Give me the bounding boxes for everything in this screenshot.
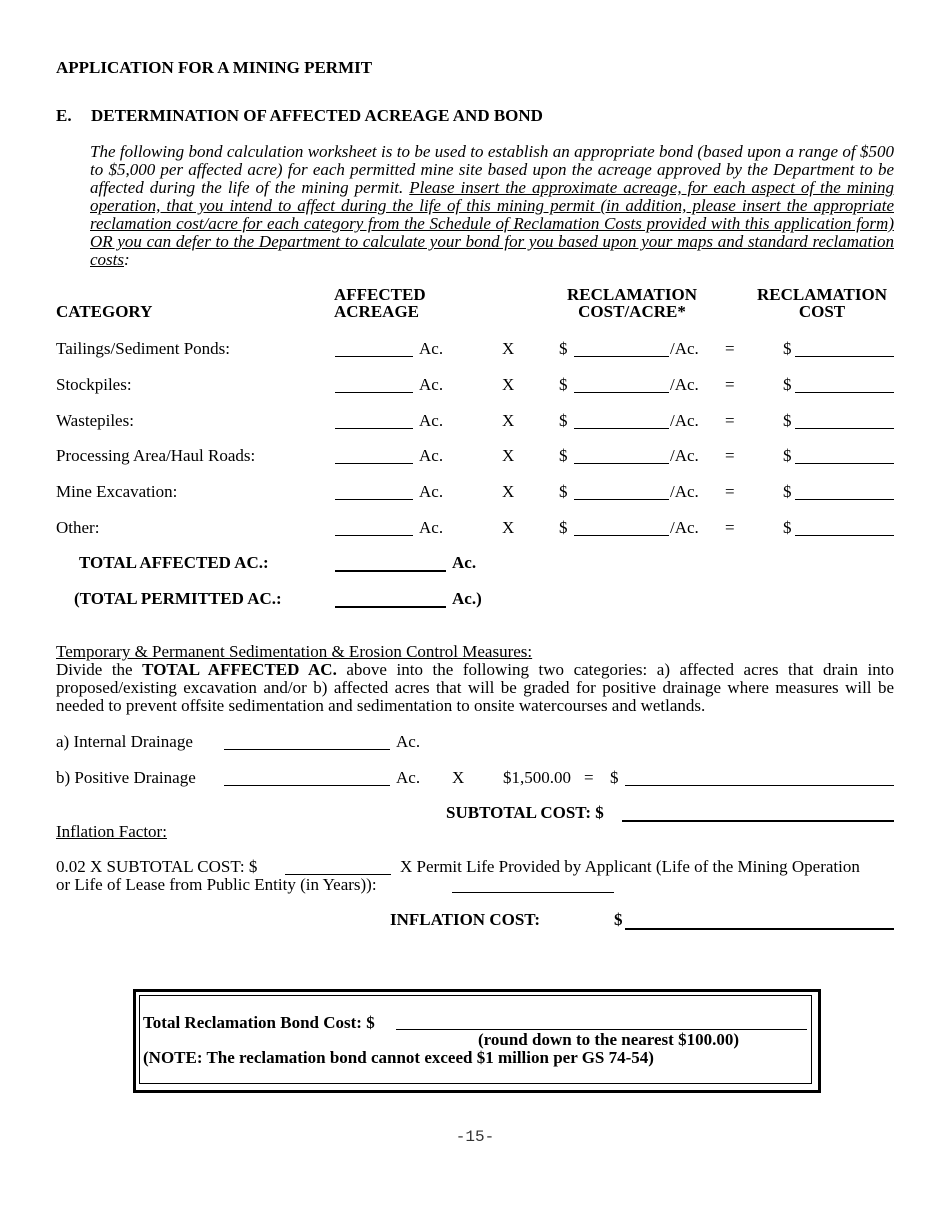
stockpiles-ac-unit: Ac. [419,375,444,394]
wastepiles-acreage-field[interactable] [335,428,413,429]
wastepiles-dollar: $ [559,411,568,430]
tailings-acreage-field[interactable] [335,356,413,357]
tailings-dollar: $ [559,339,568,358]
row-label-stockpiles: Stockpiles: [56,375,132,394]
stockpiles-equals: = [725,375,735,394]
stockpiles-cost-per-acre-field[interactable] [574,392,669,393]
processing-cost-dollar: $ [783,446,792,465]
intro-end: : [124,250,130,269]
internal-drainage-unit: Ac. [396,732,421,751]
erosion-heading: Temporary & Permanent Sedimentation & Erosion Control Measures: [56,642,533,661]
tailings-per-ac: /Ac. [670,339,699,358]
internal-drainage-label: a) Internal Drainage [56,732,193,751]
other-acreage-field[interactable] [335,535,413,536]
other-dollar: $ [559,518,568,537]
row-label-wastepiles: Wastepiles: [56,411,134,430]
inflation-cost-label: INFLATION COST: [390,910,541,929]
permit-life-years-field[interactable] [452,892,614,893]
wastepiles-cost-per-acre-field[interactable] [574,428,669,429]
total-affected-label: TOTAL AFFECTED AC.: [79,553,269,572]
row-label-mine-excavation: Mine Excavation: [56,482,178,501]
excavation-acreage-field[interactable] [335,499,413,500]
row-label-processing-area: Processing Area/Haul Roads: [56,446,256,465]
inflation-heading: Inflation Factor: [56,822,167,841]
other-ac-unit: Ac. [419,518,444,537]
inflation-line1-a: 0.02 X SUBTOTAL COST: $ [56,857,258,876]
total-permitted-unit: Ac.) [452,589,482,608]
processing-dollar: $ [559,446,568,465]
header-reclamation-cost-2: COST [798,302,846,321]
tailings-cost-field[interactable] [795,356,894,357]
total-affected-unit: Ac. [452,553,477,572]
excavation-times: X [502,482,515,501]
inflation-line1-b: X Permit Life Provided by Applicant (Life of the Mining Operation [400,857,860,876]
intro-instructions: Please insert the approximate acreage, for each aspect of the mining operation, that you intend to affect during the life of this mining permit (in addition, please insert the appropriate reclamation cost/acre for each category from the Schedule of Reclamation Costs provided with this application form) OR you can defer to the Department to calculate your bond for you based upon your maps and standard reclamation costs [90,178,894,269]
erosion-text-a: Divide the [56,660,143,679]
erosion-text-bold: TOTAL AFFECTED AC. [142,660,337,679]
bond-note: (NOTE: The reclamation bond cannot exceed $1 million per GS 74-54) [143,1048,654,1067]
row-label-other: Other: [56,518,100,537]
erosion-paragraph [56,661,894,715]
subtotal-label: SUBTOTAL COST: $ [446,803,604,822]
positive-drainage-cost-field[interactable] [625,785,894,786]
header-reclamation-cost-acre-1: RECLAMATION [566,285,698,304]
total-affected-field[interactable] [335,570,446,572]
stockpiles-cost-dollar: $ [783,375,792,394]
processing-equals: = [725,446,735,465]
intro-paragraph [90,143,894,269]
excavation-equals: = [725,482,735,501]
positive-drainage-field[interactable] [224,785,390,786]
processing-per-ac: /Ac. [670,446,699,465]
positive-drainage-unit: Ac. [396,768,421,787]
other-per-ac: /Ac. [670,518,699,537]
positive-drainage-times: X [452,768,465,787]
processing-cost-field[interactable] [795,463,894,464]
erosion-text-b: above into the following two categories: a) affected acres that drain into proposed/existing excavation and/or b) affected acres that will be graded for positive drainage where measures will be needed to prevent offsite sedimentation and sedimentation to onsite watercourses and wetlands. [56,660,894,715]
positive-drainage-rate: $1,500.00 [503,768,571,787]
subtotal-field[interactable] [622,820,894,822]
stockpiles-acreage-field[interactable] [335,392,413,393]
section-title: DETERMINATION OF AFFECTED ACREAGE AND BOND [91,106,543,125]
tailings-equals: = [725,339,735,358]
bond-total-label: Total Reclamation Bond Cost: $ [143,1013,375,1032]
excavation-dollar: $ [559,482,568,501]
inflation-line2: or Life of Lease from Public Entity (in Years)): [56,875,377,894]
section-letter: E. [56,106,72,125]
other-cost-dollar: $ [783,518,792,537]
positive-drainage-label: b) Positive Drainage [56,768,196,787]
header-reclamation-cost-acre-2: COST/ACRE* [578,302,686,321]
other-equals: = [725,518,735,537]
page-title: APPLICATION FOR A MINING PERMIT [56,58,373,77]
tailings-ac-unit: Ac. [419,339,444,358]
row-label-tailings: Tailings/Sediment Ponds: [56,339,231,358]
stockpiles-dollar: $ [559,375,568,394]
header-reclamation-cost-1: RECLAMATION [756,285,888,304]
tailings-cost-per-acre-field[interactable] [574,356,669,357]
internal-drainage-field[interactable] [224,749,390,750]
wastepiles-cost-dollar: $ [783,411,792,430]
positive-drainage-dollar: $ [610,768,619,787]
tailings-times: X [502,339,515,358]
stockpiles-cost-field[interactable] [795,392,894,393]
positive-drainage-equals: = [584,768,594,787]
excavation-ac-unit: Ac. [419,482,444,501]
page-number: -15- [455,1128,495,1146]
excavation-per-ac: /Ac. [670,482,699,501]
total-permitted-label: (TOTAL PERMITTED AC.: [74,589,282,608]
processing-cost-per-acre-field[interactable] [574,463,669,464]
bond-round-note: (round down to the nearest $100.00) [478,1030,739,1049]
total-permitted-field[interactable] [335,606,446,608]
wastepiles-cost-field[interactable] [795,428,894,429]
excavation-cost-field[interactable] [795,499,894,500]
header-affected: AFFECTED [334,285,426,304]
wastepiles-ac-unit: Ac. [419,411,444,430]
processing-times: X [502,446,515,465]
stockpiles-per-ac: /Ac. [670,375,699,394]
intro-text: The following bond calculation worksheet is to be used to establish an appropriate bond (based upon a range of $500 to $5,000 per affected acre) for each permitted mine site based upon the acreage approved by the Department to be affected during the life of the mining permit. [90,142,894,197]
processing-ac-unit: Ac. [419,446,444,465]
wastepiles-per-ac: /Ac. [670,411,699,430]
inflation-cost-field[interactable] [625,928,894,930]
wastepiles-times: X [502,411,515,430]
header-category: CATEGORY [56,302,153,321]
stockpiles-times: X [502,375,515,394]
excavation-cost-per-acre-field[interactable] [574,499,669,500]
wastepiles-equals: = [725,411,735,430]
excavation-cost-dollar: $ [783,482,792,501]
other-cost-per-acre-field[interactable] [574,535,669,536]
other-cost-field[interactable] [795,535,894,536]
other-times: X [502,518,515,537]
inflation-cost-dollar: $ [614,910,623,929]
tailings-cost-dollar: $ [783,339,792,358]
processing-acreage-field[interactable] [335,463,413,464]
header-acreage: ACREAGE [334,302,420,321]
